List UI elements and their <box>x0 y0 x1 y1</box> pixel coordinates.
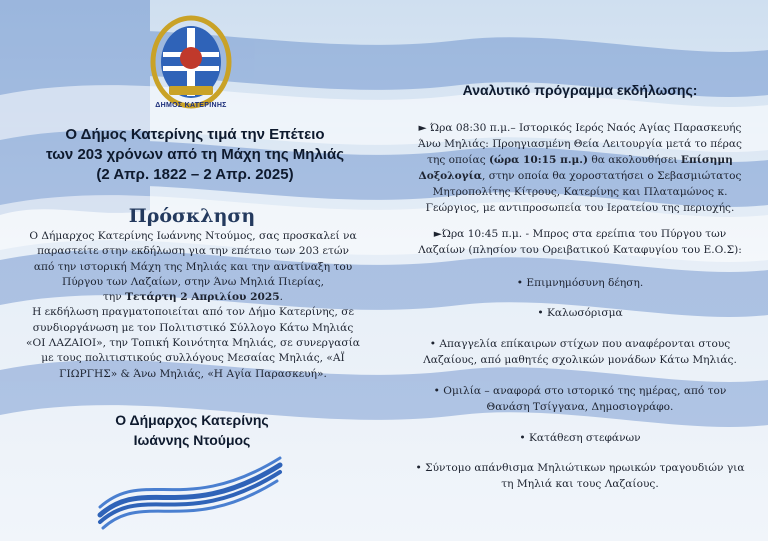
program-line: Μητροπολίτης Κίτρους, Κατερίνης και Πλαταμώνος κ. <box>432 186 728 198</box>
program-item <box>400 336 760 368</box>
program-title: Αναλυτικό πρόγραμμα εκδήλωσης: <box>462 82 698 98</box>
headline-line: Ο Δήμος Κατερίνης τιμά την Επέτειο <box>65 126 325 143</box>
program-line: Γεώργιος, με αντιπροσωπεία του Ιερατείου της περιοχής. <box>425 202 735 214</box>
mayor-signature <box>0 410 384 450</box>
program-item: • Καλωσόρισμα <box>537 307 623 319</box>
headline-line: (2 Απρ. 1822 – 2 Απρ. 2025) <box>96 166 294 183</box>
text-span: , στην οποία θα χοροστατήσει ο Σεβασμιώτατος <box>481 170 742 182</box>
program-line: ►Ώρα 10:45 π.μ. - Μπρος στα ερείπια του Πύργου των <box>433 228 727 240</box>
doxology-time: (ώρα 10:15 π.μ.) <box>489 154 588 166</box>
invitation-title: Πρόσκληση <box>128 205 256 227</box>
invitation-text <box>12 229 374 382</box>
signature-title: Ο Δήμαρχος Κατερίνης <box>115 412 269 428</box>
text-span: της οποίας <box>427 154 489 166</box>
headline-line: των 203 χρόνων από τη Μάχη της Μηλιάς <box>45 146 344 163</box>
program-item: • Κατάθεση στεφάνων <box>519 432 641 444</box>
headline <box>20 125 370 185</box>
invitation-line: Ο Δήμαρχος Κατερίνης Ιωάννης Ντούμος, σας προσκαλεί να <box>29 230 357 242</box>
emblem-label: ΔΗΜΟΣ ΚΑΤΕΡΙΝΗΣ <box>155 102 227 109</box>
invitation-line: από την ιστορική Μάχη της Μηλιάς και την ανατίναξη του <box>33 260 353 273</box>
bold-span: Επίσημη <box>680 154 733 166</box>
program-line <box>400 168 760 184</box>
date-prefix: την <box>103 291 126 304</box>
program-line: • Ομιλία – αναφορά στο ιστορικό της ημέρας, από τον <box>433 385 727 397</box>
program-line: Άνω Μηλιάς: Προηγιασμένη Θεία Λειτουργία μετά το πέρας <box>418 138 742 150</box>
program-item <box>400 460 760 492</box>
invitation-line: συνδιοργάνωση με τον Πολιτιστικό Σύλλογο Κάτω Μηλιάς <box>32 321 354 334</box>
program-line: Λαζαίους, από μαθητές σχολικών μονάδων Κάτω Μηλιάς. <box>423 354 737 366</box>
program-item: • Επιμνημόσυνη δέηση. <box>516 277 644 289</box>
date-suffix: . <box>279 291 283 304</box>
event-date: Τετάρτη 2 Απριλίου 2025 <box>125 291 280 304</box>
program-line: ► Ώρα 08:30 π.μ.– Ιστορικός Ιερός Ναός Αγίας Παρασκευής <box>418 122 742 134</box>
invitation-line: παραστείτε στην εκδήλωση για την επέτειο των 203 ετών <box>37 245 349 258</box>
signature-name: Ιωάννης Ντούμος <box>133 432 251 448</box>
text-span: θα ακολουθήσει <box>587 154 681 166</box>
invitation-date-line <box>12 290 374 305</box>
invitation-line: «ΟΙ ΛΑΖΑΙΟΙ», την Τοπική Κοινότητα Μηλιάς, σε συνεργασία <box>26 337 360 350</box>
flag-ribbon-icon <box>95 455 285 533</box>
program-block-morning <box>400 120 760 216</box>
program-block-tower <box>400 226 760 258</box>
program-line <box>400 152 760 168</box>
program-line: • Απαγγελία επίκαιρων στίχων που αναφέρονται στους <box>429 338 731 350</box>
bold-span: Δοξολογία <box>418 170 482 182</box>
program-column <box>400 0 760 541</box>
invitation-line: με τους πολιτιστικούς συλλόγους Μεσαίας Μηλιάς, «ΑΪ <box>41 352 345 365</box>
program-line: • Σύντομο απάνθισμα Μηλιώτικων ηρωικών τραγουδιών για <box>415 462 745 474</box>
invitation-line: ΓΙΩΡΓΗΣ» & Άνω Μηλιάς, «Η Αγία Παρασκευή». <box>59 367 327 380</box>
invitation-line: Η εκδήλωση πραγματοποιείται από τον Δήμο Κατερίνης, σε <box>32 306 354 319</box>
program-item <box>400 383 760 415</box>
program-line: τη Μηλιά και τους Λαζαίους. <box>501 478 659 490</box>
invitation-line: Πύργου των Λαζαίων, στην Άνω Μηλιά Πιερίας, <box>61 275 325 288</box>
program-line: Θανάση Τσίγγανα, Δημοσιογράφο. <box>486 401 674 413</box>
katerini-emblem-icon <box>149 14 233 112</box>
program-line: Λαζαίων (πλησίον του Ορειβατικού Καταφυγίου του Ε.Ο.Σ): <box>418 244 742 256</box>
